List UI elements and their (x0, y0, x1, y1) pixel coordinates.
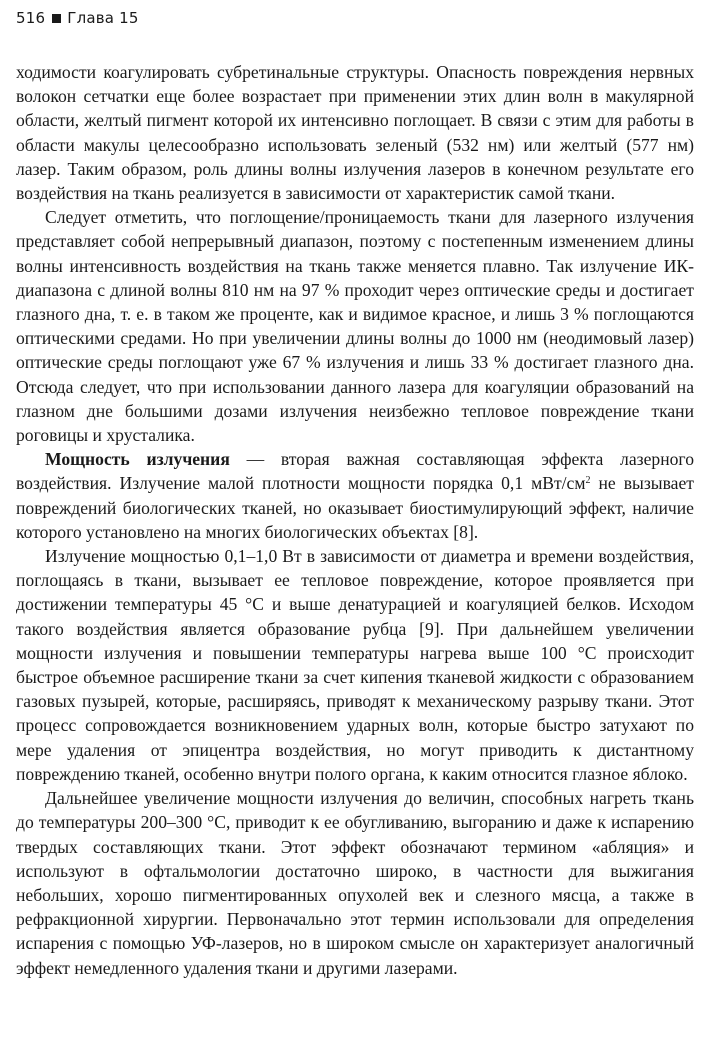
paragraph-wavelength: Следует отметить, что поглощение/проницаемость ткани для лазерного излучения представляет собой непрерывный диапазон, поэтому с постепенным изменением длины волны интенсивность воздействия на ткань также меняется плавно. Так излучение ИК-диапазона с длиной волны 810 нм на 97 % проходит через оптические среды и достигает глазного дна, т. е. в таком же проценте, как и видимое красное, и лишь 3 % поглощаются оптическими средами. Но при увеличении длины волны до 1000 нм (неодимовый лазер) оптические среды поглощают уже 67 % излучения и лишь 33 % достигает глазного дна. Отсюда следует, что при использовании данного лазера для коагуляции образований на глазном дне большими дозами излучения неизбежно тепловое повреждение ткани роговицы и хрусталика. (16, 207, 694, 446)
paragraph-thermal: Излучение мощностью 0,1–1,0 Вт в зависимости от диаметра и времени воздействия, поглощаясь в ткани, вызывает ее тепловое повреждение, которое проявляется при достижении температуры 45 °C и выше денатурацией и коагуляцией белков. Исходом такого воздействия является образование рубца [9]. При дальнейшем увеличении мощности излучения и повышении температуры нагрева выше 100 °C происходит быстрое объемное расширение ткани за счет кипения тканевой жидкости с образованием газовых пузырей, которые, расширяясь, приводят к механическому разрыву ткани. Этот процесс сопровождается возникновением ударных волн, которые быстро затухают по мере удаления от эпицентра воздействия, но могут приводить к дистантному повреждению тканей, особенно внутри полого органа, к каким относится глазное яблоко. (16, 546, 694, 784)
bold-term: Мощность излучения (45, 449, 230, 470)
superscript: 2 (585, 475, 591, 487)
paragraph-ablation: Дальнейшее увеличение мощности излучения до величин, способных нагреть ткань до температуры 200–300 °C, приводит к ее обугливанию, выгоранию и даже к испарению твердых составляющих ткани. Этот эффект обозначают термином «абляция» и используют в офтальмологии достаточно широко, в частности для выжигания небольших, хорошо пигментированных опухолей век и слезного мясца, а также в рефракционной хирургии. Первоначально этот термин использовали для определения испарения с помощью УФ-лазеров, но в широком смысле он характеризует аналогичный эффект немедленного удаления ткани и другими лазерами. (16, 788, 694, 978)
separator-square-icon (52, 14, 61, 23)
page-number: 516 (16, 9, 46, 27)
paragraph-power-text: — вторая важная составляющая эффекта лазерного воздействия. Излучение малой плотности мощности порядка 0,1 мВт/см (16, 449, 694, 494)
body-text (16, 60, 694, 980)
paragraph-power (16, 447, 694, 544)
paragraph-continuation: ходимости коагулировать субретинальные структуры. Опасность повреждения нервных волокон сетчатки еще более возрастает при применении этих длин волн в макулярной области, желтый пигмент которой их интенсивно поглощает. В связи с этим для работы в области макулы целесообразно использовать зеленый (532 нм) или желтый (577 нм) лазер. Таким образом, роль длины волны излучения лазеров в конечном результате его воздействия на ткань реализуется в зависимости от характеристик самой ткани. (16, 62, 694, 204)
chapter-title: Глава 15 (67, 9, 139, 27)
running-header (16, 8, 139, 28)
paragraph-power-text-end: не вызывает повреждений биологических тканей, но оказывает биостимулирующий эффект, наличие которого установлено на многих биологических объектах [8]. (16, 473, 694, 542)
